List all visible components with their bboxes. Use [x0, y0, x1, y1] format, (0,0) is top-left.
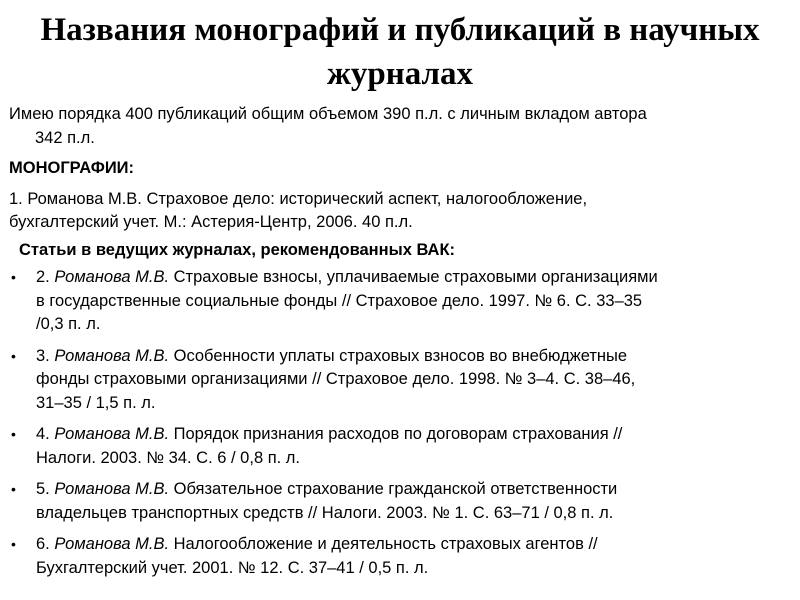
- item-text: 31–35 / 1,5 п. л.: [36, 393, 156, 412]
- publication-item: [9, 478, 791, 525]
- item-text: Обязательное страхование гражданской ответственности: [169, 480, 618, 498]
- vak-heading: Статьи в ведущих журналах, рекомендованных ВАК:: [19, 240, 456, 259]
- item-text: Страховые взносы, уплачиваемые страховыми организациями: [169, 268, 658, 286]
- item-author: Романова М.В.: [54, 268, 170, 286]
- item-text: Порядок признания расходов по договорам страхования //: [169, 425, 623, 443]
- item-number: 4.: [36, 425, 55, 443]
- publication-item: [9, 345, 791, 416]
- bullet-icon: •: [11, 269, 16, 285]
- intro-line-2: 342 п.л.: [35, 128, 95, 147]
- item-number: 2.: [36, 268, 55, 286]
- publication-item: [9, 533, 791, 580]
- item-author: Романова М.В.: [54, 535, 170, 553]
- item-author: Романова М.В.: [54, 425, 170, 443]
- item-text: Налогообложение и деятельность страховых агентов //: [169, 535, 598, 553]
- item-text: /0,3 п. л.: [36, 315, 101, 333]
- item-author: Романова М.В.: [54, 346, 170, 365]
- publication-item: [9, 266, 791, 337]
- item-text: Особенности уплаты страховых взносов во внебюджетные: [169, 346, 628, 365]
- bullet-icon: •: [11, 536, 16, 552]
- item-text: фонды страховыми организациями // Страховое дело. 1998. № 3–4. С. 38–46,: [36, 370, 636, 388]
- monographs-heading: МОНОГРАФИИ:: [9, 159, 135, 177]
- publication-item: [9, 423, 791, 470]
- item-number: 5.: [36, 480, 55, 498]
- bullet-icon: •: [11, 426, 16, 442]
- bullet-icon: •: [11, 481, 16, 497]
- monograph-entry: [9, 188, 791, 235]
- monograph-line-1: 1. Романова М.В. Страховое дело: исторический аспект, налогообложение,: [9, 189, 588, 208]
- intro-text: [9, 103, 791, 150]
- monograph-line-2: бухгалтерский учет. М.: Астерия-Центр, 2006. 40 п.л.: [9, 213, 413, 231]
- publication-list: [9, 266, 791, 580]
- slide-title: Названия монографий и публикаций в научных журналах: [40, 12, 760, 92]
- item-number: 3.: [36, 346, 55, 365]
- item-text: Бухгалтерский учет. 2001. № 12. С. 37–41 / 0,5 п. л.: [36, 558, 429, 577]
- item-text: в государственные социальные фонды // Страховое дело. 1997. № 6. С. 33–35: [36, 291, 643, 310]
- item-author: Романова М.В.: [54, 480, 170, 498]
- item-number: 6.: [36, 535, 55, 553]
- item-text: Налоги. 2003. № 34. С. 6 / 0,8 п. л.: [36, 448, 301, 467]
- bullet-icon: •: [11, 347, 16, 364]
- slide-body: [9, 103, 791, 588]
- intro-line-1: Имею порядка 400 публикаций общим объемом 390 п.л. с личным вкладом автора: [9, 105, 647, 123]
- item-text: владельцев транспортных средств // Налоги. 2003. № 1. С. 63–71 / 0,8 п. л.: [36, 503, 614, 522]
